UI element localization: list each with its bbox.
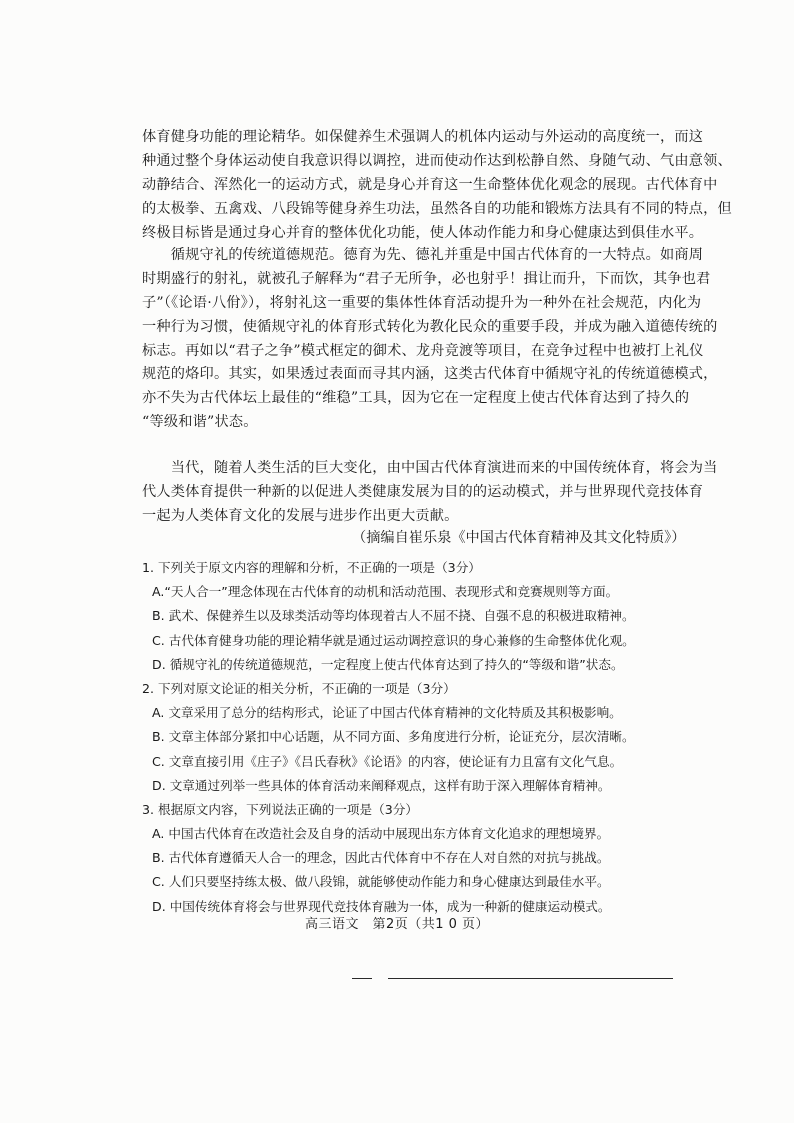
- page-footer: 高三语文 第2页（共1 0 页）: [304, 917, 490, 932]
- answer-option-d: D. 循规守礼的传统道德规范，一定程度上使古代体育达到了持久的“等级和谐”状态。: [152, 656, 624, 672]
- answer-option-d: D. 中国传统体育将会与世界现代竞技体育融为一体，成为一种新的健康运动模式。: [152, 898, 611, 914]
- answer-option-b: B. 古代体育遵循天人合一的理念，因此古代体育中不存在人对自然的对抗与挑战。: [152, 850, 610, 866]
- text-line: 体育健身功能的理论精华。如保健养生术强调人的机体内运动与外运动的高度统一，而这: [142, 129, 704, 145]
- text-line: 种通过整个身体运动使自我意识得以调控，进而使动作达到松静自然、身随气动、气由意领、: [142, 152, 732, 169]
- question-3: [142, 798, 662, 919]
- passage-paragraph-3: [142, 457, 718, 529]
- answer-option-a: A.“天人合一”理念体现在古代体育的动机和活动范围、表现形式和竞赛规则等方面。: [152, 584, 619, 600]
- text-line: 的太极拳、五禽戏、八段锦等健身养生功法，虽然各自的功能和锻炼方法具有不同的特点，但: [142, 200, 732, 217]
- answer-option-a: A. 文章采用了总分的结构形式，论证了中国古代体育精神的文化特质及其积极影响。: [152, 705, 622, 721]
- text-line: 标志。再如以“君子之争”模式框定的御术、龙舟竞渡等项目，在竞争过程中也被打上礼仪: [142, 342, 704, 359]
- text-line: “等级和谐”状态。: [142, 414, 258, 431]
- text-line: 子”（《论语·八佾》），将射礼这一重要的集体性体育活动提升为一种外在社会规范，内化为: [142, 294, 702, 311]
- answer-option-c: C. 人们只要坚持练太极、做八段锦，就能够使动作能力和身心健康达到最佳水平。: [152, 874, 610, 890]
- answer-option-b: B. 武术、保健养生以及球类活动等均体现着古人不屈不挠、自强不息的积极进取精神。: [152, 608, 635, 624]
- answer-option-c: C. 文章直接引用《庄子》《吕氏春秋》《论语》的内容，使论证有力且富有文化气息。: [152, 753, 623, 769]
- divider: [352, 978, 372, 979]
- question-1: [142, 556, 662, 677]
- text-line: 终极目标皆是通过身心并育的整体优化功能，使人体动作能力和身心健康达到俱佳水平。: [142, 224, 704, 241]
- question-stem: 2. 下列对原文论证的相关分析，不正确的一项是（3分）: [142, 680, 456, 696]
- answer-option-b: B. 文章主体部分紧扣中心话题，从不同方面、多角度进行分析，论证充分，层次清晰。: [152, 729, 635, 745]
- answer-option-d: D. 文章通过列举一些具体的体育活动来阐释观点，这样有助于深入理解体育精神。: [152, 777, 611, 793]
- passage-paragraph-1: [142, 126, 732, 245]
- text-line: 当代，随着人类生活的巨大变化，由中国古代体育演进而来的中国传统体育，将会为当: [142, 460, 718, 476]
- question-list: [142, 556, 662, 919]
- question-stem: 1. 下列关于原文内容的理解和分析，不正确的一项是（3分）: [142, 560, 481, 575]
- source-citation: （摘编自崔乐泉《中国古代体育精神及其文化特质》）: [352, 530, 686, 546]
- answer-option-a: A. 中国古代体育在改造社会及自身的活动中展现出东方体育文化追求的理想境界。: [152, 826, 610, 842]
- text-line: 亦不失为古代体坛上最佳的“维稳”工具，因为它在一定程度上使古代体育达到了持久的: [142, 390, 690, 407]
- text-line: 规范的烙印。其实，如果透过表面而寻其内涵，这类古代体育中循规守礼的传统道德模式，: [142, 366, 718, 383]
- text-line: 时期盛行的射礼，就被孔子解释为“君子无所争，必也射乎！揖让而升，下而饮，其争也君: [142, 270, 711, 287]
- divider: [388, 978, 673, 979]
- question-stem: 3. 根据原文内容，下列说法正确的一项是（3分）: [142, 801, 418, 817]
- question-2: [142, 677, 662, 798]
- text-line: 代人类体育提供一种新的以促进人类健康发展为目的的运动模式，并与世界现代竞技体育: [142, 483, 704, 500]
- text-line: 动静结合、浑然化一的运动方式，就是身心并育这一生命整体优化观念的展现。古代体育中: [142, 176, 718, 193]
- text-line: 一起为人类体育文化的发展与进步作出更大贡献。: [142, 507, 459, 524]
- answer-option-c: C. 古代体育健身功能的理论精华就是通过运动调控意识的身心兼修的生命整体优化观。: [152, 632, 635, 648]
- passage-paragraph-2: [142, 244, 718, 435]
- text-line: 循规守礼的传统道德规范。德育为先、德礼并重是中国古代体育的一大特点。如商周: [142, 247, 704, 263]
- text-line: 一种行为习惯，使循规守礼的体育形式转化为教化民众的重要手段，并成为融入道德传统的: [142, 318, 718, 335]
